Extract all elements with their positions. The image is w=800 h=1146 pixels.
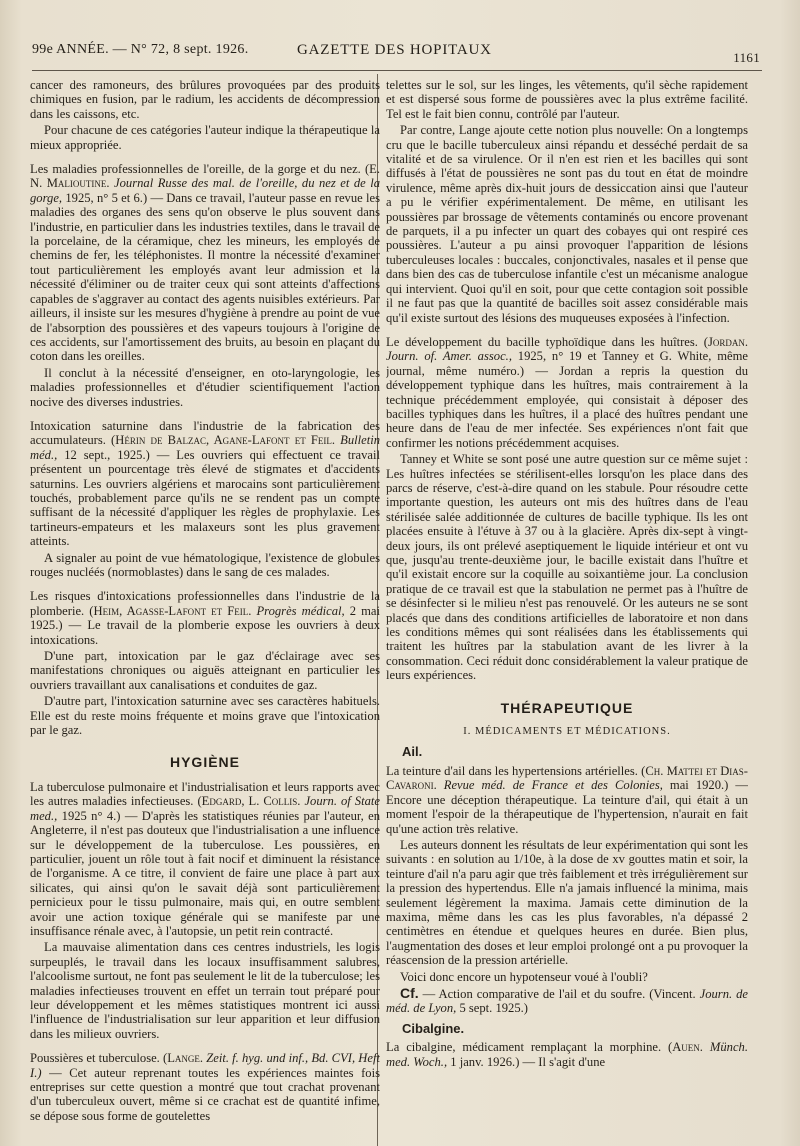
paragraph-lange: Par contre, Lange ajoute cette notion plus nouvelle: On a longtemps cru que le bacille tuberculeux ainsi répandu et desséché perdait de sa vitalité et de sa virulence. Or il n'en est rien et les bacilles qui sont diffusés à l'état de poussières ne sont pas du tout en état de moindre virulence, même après dix-huit jours de dessiccation ainsi que l'auteur a pu le vérifier expérimentalement. De même, en utilisant les poussières par brossage de vêtements contaminés ou encore provenant de parquets, il a pu infecter un quart des cobayes qui ont respiré ces poussières. L'auteur a pu ainsi provoquer l'apparition de lésions tuberculeuses locales : buccales, conjonctivales, nasales et il pense que dans bien des cas de tuberculose infantile c'est un mécanisme analogue qui intervient. Quoi qu'il en soit, pour que cette contagion soit possible il ne faut pas que la quantité de bacilles soit assez considérable mais qu'il existe surtout des lésions des muqueuses exposées à l'infection. xyxy=(386,123,748,325)
article-authors: (Lange. xyxy=(163,1051,204,1066)
article-authors: (Auen. xyxy=(668,1040,703,1055)
article-authors: (Ch. Mattei et Dias-Cavaroni. xyxy=(386,763,748,793)
article-journal: Journ. of State med., xyxy=(30,794,380,823)
article-poussieres xyxy=(30,1051,380,1123)
article-journal: Bulletin méd., xyxy=(30,433,380,462)
article-journal: Journ. of. Amer. assoc., xyxy=(386,349,512,364)
article-body: — Les ouvriers qui effectuent ce travail présentent un pourcentage très élevé de stigmates et d'accidents saturnins. Les ouvriers algériens et marocains sont particulièrement touchés, probablement parce qu'ils ne se rendent pas un compte suffisant de la nécessité d'appliquer les règles de prophylaxie. Les tartineurs-empateurs et les malaxeurs sont les plus gravement atteints. xyxy=(30,447,380,549)
article-authors: (E. N. Malioutine. xyxy=(30,162,380,191)
article-saturnine xyxy=(30,419,380,579)
article-body-2: Tanney et White se sont posé une autre question sur ce même sujet : Les huîtres infectées se stérilisent-elles lorsqu'on les place dans des parcs de réserve, c'est-à-dire quand on les stabule. Pour résoudre cette importante question, les auteurs ont mis des huîtres dans de l'eau stérilisée salée additionnée de cultures de bacille typhique. Ils les ont placées ensuite à l'étuve à 37 ou à la glacière. Après dix-sept à vingt-deux jours, ils ont prélevé aseptiquement le liquide intérieur et ont vu que, jusqu'au trente-deuxième jour, le bacille existait dans l'huître et qu'il existait encore sur la coquille au soixantième jour. La conclusion pratique de ce travail est que la stabulation ne permet pas à l'huître de se désinfecter si le milieu n'est pas renouvelé. Or les auteurs ne se sont placés que dans des conditions artificielles de laboratoire et non dans les conditions mêmes qui sont réalisées dans les établissements qui traitent les huîtres par la stabulation avant de les livrer à la consommation. Ceci réduit donc considérablement la valeur pratique de leurs expériences. xyxy=(386,452,748,683)
article-reference: 1925 n° 4.) xyxy=(61,808,121,823)
article-reference: 1925, n° 5 et 6.) xyxy=(65,190,148,205)
article-body: — Encore une déception thérapeutique. La teinture d'ail, qui était à un moment l'espoir de la thérapeutique de l'hypertension, n'aurait en fait qu'une action très relative. xyxy=(386,778,748,836)
article-journal: Revue méd. de France et des Colonies, xyxy=(443,778,663,793)
article-journal: Journal Russe des mal. de l'oreille, du nez et de la gorge, xyxy=(30,176,380,205)
cf-label: Cf. xyxy=(400,984,419,1001)
page-header xyxy=(32,40,760,64)
intro-paragraph-2: Pour chacune de ces catégories l'auteur indique la thérapeutique la mieux appropriée. xyxy=(30,123,380,152)
article-title: Intoxication saturnine dans l'industrie de la fabrication des accumulateurs. xyxy=(30,418,380,448)
article-authors: (Heim, Agasse-Lafont et Feil. xyxy=(89,603,252,618)
article-reference: 2 mai 1925.) xyxy=(30,603,380,633)
article-oreille xyxy=(30,162,380,409)
article-typhoidique xyxy=(386,335,748,683)
article-body: — Le travail de la plomberie expose les ouvriers à deux intoxications. xyxy=(30,618,380,647)
article-body-2: A signaler au point de vue hématologique, l'existence de globules rouges nucléés (normoblastes) dans le sang de ces malades. xyxy=(30,550,380,579)
article-plomberie xyxy=(30,589,380,737)
section-heading-hygiene: HYGIÈNE xyxy=(169,754,240,771)
issue-info: 99e ANNÉE. — N° 72, 8 sept. 1926. xyxy=(32,42,249,57)
article-body-2: La mauvaise alimentation dans ces centres industriels, les logis surpeuplés, le travail dans les locaux insuffisamment salubres, l'alcoolisme surtout, ne font pas seulement le lit de la tuberculose; les maladies infectieuses trouvent en effet un terrain tout préparé pour leur développement et les mêmes statistiques montrent ici aussi l'influence de l'industrialisation sur leur apparition et leur diffusion dans les milieux ouvriers. xyxy=(30,940,380,1041)
article-title: La teinture d'ail dans les hypertensions artérielles. xyxy=(386,763,638,778)
page-number: 1161 xyxy=(733,50,760,65)
article-title: Les risques d'intoxications professionnelles dans l'industrie de la plomberie. xyxy=(30,589,380,618)
topic-heading-ail: Ail. xyxy=(402,744,423,760)
article-body-2: Il conclut à la nécessité d'enseigner, en oto-laryngologie, les maladies professionnelles et d'étudier scientifiquement l'action nocive des diverses industries. xyxy=(30,365,380,409)
article-teinture-ail xyxy=(386,764,748,1016)
article-tuberculose-industrialisation xyxy=(30,780,380,1041)
journal-title: GAZETTE DES HOPITAUX xyxy=(297,42,492,58)
cross-reference xyxy=(386,986,748,1016)
article-body-3: Voici donc encore un hypotenseur voué à l'oubli? xyxy=(400,969,648,984)
article-title: Les maladies professionnelles de l'oreille, de la gorge et du nez. xyxy=(30,162,361,177)
topic-heading-cibalgine: Cibalgine. xyxy=(402,1020,465,1036)
article-cibalgine xyxy=(386,1040,748,1069)
article-authors: (Hérin de Balzac, Agane-Lafont et Feil. xyxy=(111,433,335,448)
article-title: La tuberculose pulmonaire et l'industrialisation et leurs rapports avec les autres maladies infectieuses. xyxy=(30,779,380,809)
article-body-2: D'une part, intoxication par le gaz d'éclairage avec ses manifestations chroniques ou aiguës atteignant en particulier les ouvriers travaillant aux canalisations et conduites de gaz. xyxy=(30,649,380,692)
article-journal: Progrès médical, xyxy=(256,603,345,618)
cf-journal: Journ. de méd. de Lyon, xyxy=(386,986,748,1016)
subsection-heading: I. MÉDICAMENTS ET MÉDICATIONS. xyxy=(463,726,671,738)
article-body: — Jordan a repris la question du développement typhique dans les huîtres, mais contrairement à la technique précédemment employée, qui consistait à déposer des bacilles typhiques dans les huîtres, il a placé des huîtres pendant une heure dans de l'eau de mer infectée. Ses expériences n'ont fait que confirmer les notions précédemment acquises. xyxy=(386,363,748,450)
article-reference: 12 sept., 1925.) xyxy=(64,447,150,462)
article-body: — D'après les statistiques réunies par l'auteur, en Angleterre, il n'est pas douteux que l'industrialisation a une influence sur le développement de la tuberculose. Les poussières, en particulier, jouent un rôle tout à fait nocif et diminuent la résistance de l'organisme. A ce titre, il convient de faire une place à part aux silicates, qui ainsi qu'on le savait déjà sont particulièrement pernicieux pour le tissu pulmonaire, mais qui, en outre semblent avoir une action toxique générale qui se manifeste par une insuffisance rénale avec, à l'autopsie, un petit rein contracté. xyxy=(30,808,380,938)
article-body: — Cet auteur reprenant toutes les expériences maintes fois entreprises sur cette question a montré que tout crachat provenant d'un tuberculeux ouvert, même si ce crachat est de quantité infime, se dépose sous forme de goutelettes xyxy=(30,1065,380,1123)
article-reference: 1925, n° 19 et Tanney et G. White, même journal, même numéro.) xyxy=(386,349,748,378)
cf-reference: 5 sept. 1925.) xyxy=(459,1001,528,1016)
article-reference: 1 janv. 1926.) xyxy=(450,1054,520,1069)
article-authors: (Jordan. xyxy=(703,334,748,349)
article-journal: Zeit. f. hyg. und inf., Bd. CVI, Heft I.) xyxy=(30,1051,380,1080)
cf-text: — Action comparative de l'ail et du soufre. (Vincent. xyxy=(422,986,696,1001)
intro-paragraph: cancer des ramoneurs, des brûlures provoquées par des produits chimiques en fusion, par le radium, les accidents de décompression dans les caissons, etc. xyxy=(30,78,380,121)
article-body-3: D'autre part, l'intoxication saturnine avec ses caractères habituels. Elle est du reste moins fréquente et moins grave que l'intoxication par le gaz. xyxy=(30,694,380,738)
left-column xyxy=(30,78,380,1138)
article-reference: mai 1920.) xyxy=(669,778,729,793)
right-column xyxy=(386,78,748,1138)
article-authors: (Edgard, L. Collis. xyxy=(197,794,301,809)
article-body-2: Les auteurs donnent les résultats de leur expérimentation qui sont les suivants : en solution au 1/10e, à la dose de xv gouttes matin et soir, la teinture d'ail n'a paru agir que très faiblement et très irrégulièrement sur la pression des hypertendus. Elle n'a jamais influencé la minima, mais seulement légèrement la maxima. Jamais cette diminution de la maxima, même dans les cas les plus favorables, n'a dépassé 2 centimètres en étendue et quelques heures en durée. Bien plus, l'augmentation des doses et leur emploi prolongé ont a pu provoquer la réascension de la pression artérielle. xyxy=(386,837,748,968)
section-heading-therapeutique: THÉRAPEUTIQUE xyxy=(500,699,634,716)
header-rule xyxy=(32,70,762,71)
article-title: Poussières et tuberculose. xyxy=(30,1051,160,1066)
article-title: Le développement du bacille typhoïdique dans les huîtres. xyxy=(386,334,698,349)
article-body: — Dans ce travail, l'auteur passe en revue les maladies des organes des sens qu'on observe le plus souvent dans l'industrie, en particulier dans les industries textiles, dans le travail de la porcelaine, de la céramique, chez les mineurs, les employés de chemins de fer, les téléphonistes. Il montre la nécessité d'examiner tout particulièrement les employés avant leur admission et la nécessité d'éliminer ou de traiter ceux qui sont atteints d'affections capables de s'aggraver au contact des agents nuisibles extérieurs. Par ailleurs, il insiste sur les mesures d'hygiène à prendre au point de vue de l'absorption des poussières et des vapeurs toujours à l'origine de ces accidents, sur l'amortissement des bruits, au besoin en plaçant du coton dans les oreilles. xyxy=(30,190,380,364)
article-title: La cibalgine, médicament remplaçant la morphine. xyxy=(386,1040,662,1055)
article-journal: Münch. med. Woch., xyxy=(386,1040,748,1069)
continued-paragraph: telettes sur le sol, sur les linges, les vêtements, qu'il sèche rapidement et est dispersé sous forme de poussières avec la plus extrême facilité. Tel est le fait bien connu, contrôlé par l'auteur. xyxy=(386,78,748,121)
article-body: — Il s'agit d'une xyxy=(522,1054,606,1069)
